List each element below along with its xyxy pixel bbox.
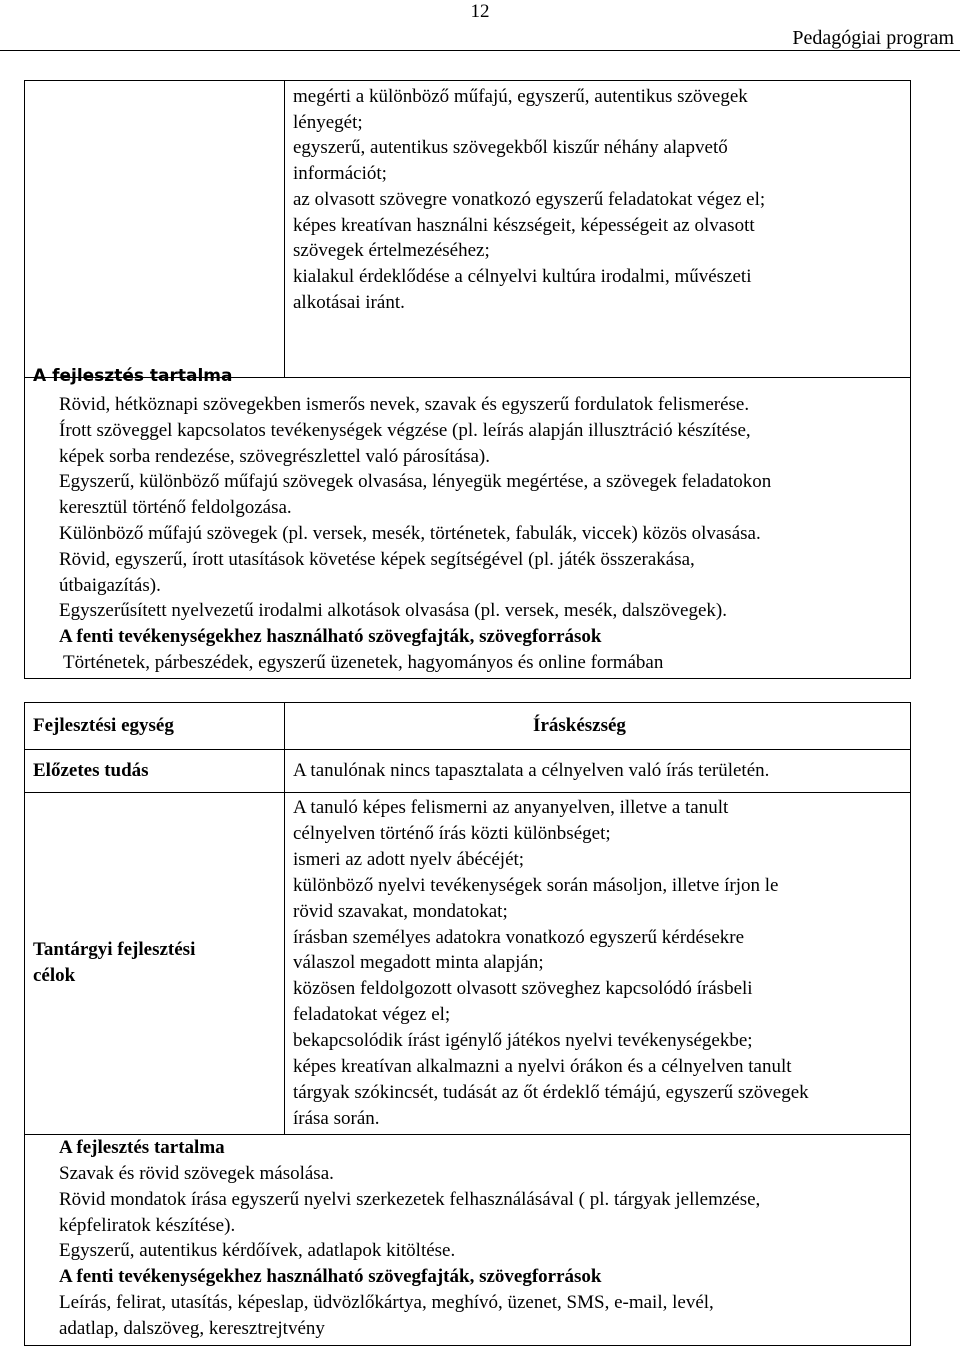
unit-row (25, 703, 911, 750)
writing-skills-table (24, 702, 911, 1346)
goal-line: bekapcsolódik írást igénylő játékos nyelvi tevékenységekbe; (293, 1030, 753, 1052)
activity-line: képek sorba rendezése, szövegrészlettel való párosítása). (59, 445, 490, 467)
goal-line: lényegét; (293, 111, 363, 133)
prior-value-cell (285, 750, 911, 793)
goal-line: képes kreatívan alkalmazni a nyelvi órákon és a célnyelven tanult (293, 1056, 792, 1078)
activity-line: Különböző műfajú szövegek (pl. versek, mesék, történetek, fabulák, viccek) közös olvasása. (59, 522, 761, 544)
goal-line: célnyelven történő írás közti különbséget; (293, 822, 611, 844)
activity-line: Írott szöveggel kapcsolatos tevékenységek végzése (pl. leírás alapján illusztráció készítése, (59, 419, 751, 441)
goal-line: különböző nyelvi tevékenységek során másoljon, illetve írjon le (293, 874, 779, 896)
content-heading: A fejlesztés tartalma (59, 1136, 225, 1158)
content-line: képfeliratok készítése). (59, 1214, 236, 1236)
goal-line: rövid szavakat, mondatokat; (293, 900, 508, 922)
genres-heading: A fenti tevékenységekhez használható szövegfajták, szövegforrások (59, 1266, 602, 1288)
goal-line: egyszerű, autentikus szövegekből kiszűr néhány alapvető (293, 137, 728, 159)
reading-skills-table (24, 80, 911, 679)
unit-value: Íráskészség (533, 715, 626, 736)
prior-knowledge-row (25, 750, 911, 793)
goals-row (25, 793, 911, 1135)
content-label-cell (25, 81, 285, 386)
goal-line: válaszol megadott minta alapján; (293, 952, 544, 974)
unit-label: Fejlesztési egység (33, 715, 174, 736)
unit-value-cell (285, 703, 911, 750)
goal-line: ismeri az adott nyelv ábécéjét; (293, 848, 525, 870)
goals-cell (285, 793, 911, 1135)
content-line: Rövid mondatok írása egyszerű nyelvi szerkezetek felhasználásával ( pl. tárgyak jellemzése, (59, 1188, 761, 1210)
genres-line: Leírás, felirat, utasítás, képeslap, üdvözlőkártya, meghívó, üzenet, SMS, e-mail, levél, (59, 1292, 714, 1314)
header-rule (0, 50, 960, 51)
goal-line: írásban személyes adatokra vonatkozó egyszerű kérdésekre (293, 926, 745, 948)
goal-line: szövegek értelmezéséhez; (293, 240, 490, 262)
goal-line: információt; (293, 163, 387, 185)
prior-label: Előzetes tudás (33, 760, 149, 781)
content-row (25, 81, 911, 378)
goal-line: alkotásai iránt. (293, 291, 405, 313)
activity-line: Egyszerűsített nyelvezetű irodalmi alkotások olvasása (pl. versek, mesék, dalszövegek). (59, 600, 727, 622)
goal-line: A tanuló képes felismerni az anyanyelven, illetve a tanult (293, 797, 729, 818)
goals-label-line: célok (33, 965, 76, 987)
activity-line: Rövid, egyszerű, írott utasítások követése képek segítségével (pl. játék összerakása, (59, 548, 695, 570)
genres-text: Történetek, párbeszédek, egyszerű üzenetek, hagyományos és online formában (63, 651, 664, 673)
activity-line: Rövid, hétköznapi szövegekben ismerős nevek, szavak és egyszerű fordulatok felismerése. (59, 394, 750, 415)
activity-line: Egyszerű, különböző műfajú szövegek olvasása, lényegük megértése, a szövegek feladatokon (59, 471, 772, 493)
genres-heading: A fenti tevékenységekhez használható szövegfajták, szövegforrások (59, 626, 602, 648)
goals-label-line: Tantárgyi fejlesztési (33, 939, 196, 961)
page-number: 12 (470, 1, 490, 22)
content-line: Szavak és rövid szövegek másolása. (59, 1162, 334, 1184)
goal-line: tárgyak szókincsét, tudását az őt érdeklő témájú, egyszerű szövegek (293, 1081, 809, 1103)
goal-line: közösen feldolgozott olvasott szöveghez kapcsolódó írásbeli (293, 978, 753, 1000)
goal-line: kialakul érdeklődése a célnyelvi kultúra irodalmi, művészeti (293, 265, 752, 287)
goal-line: feladatokat végez el; (293, 1004, 451, 1026)
goal-line: írása során. (293, 1107, 380, 1129)
activities-row (25, 378, 911, 679)
prior-label-cell (25, 750, 285, 793)
activity-line: útbaigazítás). (59, 574, 161, 596)
content-label: A fejlesztés tartalma (33, 366, 233, 386)
running-header: Pedagógiai program (792, 27, 954, 49)
goal-line: képes kreatívan használni készségeit, képességeit az olvasott (293, 214, 755, 236)
unit-label-cell (25, 703, 285, 750)
activity-line: keresztül történő feldolgozása. (59, 497, 292, 519)
genres-line: adatlap, dalszöveg, keresztrejtvény (59, 1318, 325, 1340)
content-cell (25, 1134, 911, 1345)
goal-line: az olvasott szövegre vonatkozó egyszerű feladatokat végez el; (293, 188, 766, 210)
content-line: Egyszerű, autentikus kérdőívek, adatlapok kitöltése. (59, 1240, 456, 1262)
goals-cell (285, 81, 911, 378)
prior-value: A tanulónak nincs tapasztalata a célnyelven való írás területén. (293, 760, 770, 782)
content-row (25, 1134, 911, 1345)
goal-line: megérti a különböző műfajú, egyszerű, autentikus szövegek (293, 86, 748, 107)
goals-label-cell (25, 793, 285, 1135)
activities-cell (25, 378, 911, 679)
